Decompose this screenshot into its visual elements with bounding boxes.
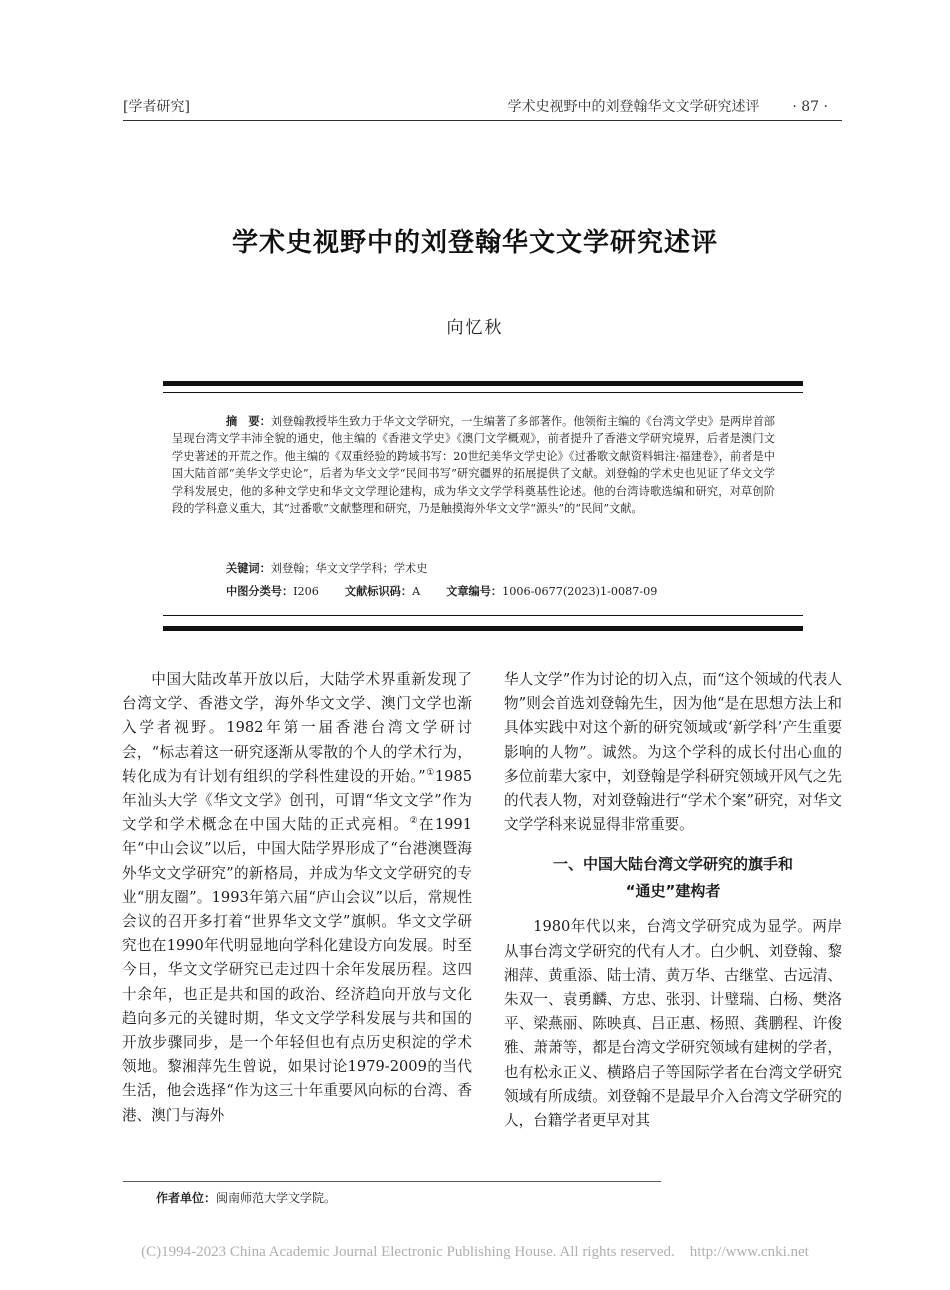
section-heading-line-2: “通史”建构者 [625,882,721,901]
footnote-ref-2: ② [409,816,419,827]
clc-label: 中图分类号： [226,585,294,598]
section-heading [504,851,842,905]
body-paragraph: 华人文学”作为讨论的切入点，而“这个领域的代表人物”则会首选刘登翰先生，因为他“是在思想方法上和具体实践中对这个新的研究领域或‘新学科’产生重要影响的人物”。诚然。为这个学科的成长付出心血的多位前辈大家中，刘登翰是学科研究领域开风气之先的代表人物，对刘登翰进行“学术个案”研究，对华文文学学科来说显得非常重要。 [504,671,842,834]
body-text: 在1991年“中山会议”以后，中国大陆学界形成了“台港澳暨海外华文文学研究”的新格局，并成为华文文学研究的专业“朋友圈”。1993年第六届“庐山会议”以后，常规性会议的召开多打着“世界华文文学”旗帜。华文文学研究也在1990年代明显地向学科化建设方向发展。时至今日，华文文学研究已走过四十余年发展历程。这四十余年，也正是共和国的政治、经济趋向开放与文化趋向多元的关键时期，华文文学学科发展与共和国的开放步骤同步，是一个年轻但也有点历史积淀的学术领地。黎湘萍先生曾说，如果讨论1979-2009的当代生活，他会选择“作为这三十年重要风向标的台湾、香港、澳门与海外 [122,816,472,1124]
doc-code-label: 文献标识码： [344,585,413,598]
header-running-title [507,96,828,116]
footnote-text: 闽南师范大学文学院。 [216,1191,337,1205]
header-rule [123,120,842,121]
body-text: 中国大陆改革开放以后，大陆学术界重新发现了台湾文学、香港文学，海外华文文学、澳门文学也渐入学者视野。1982年第一届香港台湾文学研讨会，“标志着这一研究逐渐从零散的个人的学术行为，转化成为有计划有组织的学科性建设的开始。” [122,671,472,785]
abstract-bottom-rule-thin [163,615,803,616]
classification-line [226,583,657,599]
footnote-ref-1: ① [425,767,435,778]
abstract-bottom-rule-thick [163,626,803,631]
keywords-text: 刘登翰；华文文学学科；学术史 [270,562,428,575]
abstract [172,413,775,517]
body-paragraph: 1980年代以来，台湾文学研究成为显学。两岸从事台湾文学研究的代有人才。白少帆、刘登翰、黎湘萍、黄重添、陆士清、黄万华、古继堂、古远清、朱双一、袁勇麟、方忠、张羽、计璧瑞、白杨、樊洛平、梁燕丽、陈映真、吕正惠、杨照、龚鹏程、许俊雅、萧萧等，都是台湾文学研究领域有建树的学者，也有松永正义、横路启子等国际学者在台湾文学研究领域有所成绩。刘登翰不是最早介入台湾文学研究的人，台籍学者更早对其 [504,918,842,1130]
running-title: 学术史视野中的刘登翰华文文学研究述评 [507,99,760,115]
clc-value: I206 [293,585,319,598]
keywords-label: 关键词： [226,562,271,575]
article-no-label: 文章编号： [446,585,503,598]
footnote-label: 作者单位： [156,1191,217,1205]
section-heading-line-1: 一、中国大陆台湾文学研究的旗手和 [552,855,793,874]
doc-code-value: A [412,585,421,598]
article-no-value: 1006-0677(2023)1-0087-09 [502,585,658,598]
copyright-watermark: (C)1994-2023 China Academic Journal Electronic Publishing House. All rights reserved. http://www.cnki.net [141,1244,809,1260]
header-section-label: [学者研究] [123,99,190,115]
body-column-right [504,668,842,1133]
body-column-left [122,668,472,1128]
article-title: 学术史视野中的刘登翰华文文学研究述评 [231,228,718,258]
body-text: 1985年汕头大学《华文文学》创刊，可谓“华文文学”作为文学和学术概念在中国大陆的正式亮相。 [122,767,472,834]
keywords [226,560,427,576]
footnote [156,1189,336,1206]
footnote-rule [123,1181,661,1182]
abstract-top-rule-thick [163,381,803,386]
article-author: 向忆秋 [446,318,504,338]
abstract-text: 刘登翰教授毕生致力于华文文学研究，一生编著了多部著作。他领衔主编的《台湾文学史》是两岸首部呈现台湾文学丰沛全貌的通史，他主编的《香港文学史》《澳门文学概观》，前者提升了香港文学研究境界，后者是澳门文学史著述的开荒之作。他主编的《双重经验的跨域书写：20世纪美华文学史论》《过番歌文献资料辑注·福建卷》，前者是中国大陆首部“美华文学史论”，后者为华文文学“民间书写”研究疆界的拓展提供了文献。刘登翰的学术史也见证了华文文学学科发展史，他的多种文学史和华文文学理论建构，成为华文文学学科奠基性论述。他的台湾诗歌选编和研究，对草创阶段的学科意义重大，其“过番歌”文献整理和研究，乃是触摸海外华文文学“源头”的“民间”文献。 [172,415,775,516]
page-number: · 87 · [792,99,828,115]
abstract-top-rule-thin [163,392,803,393]
abstract-label: 摘 要： [226,415,271,428]
body-paragraph [122,668,472,1128]
